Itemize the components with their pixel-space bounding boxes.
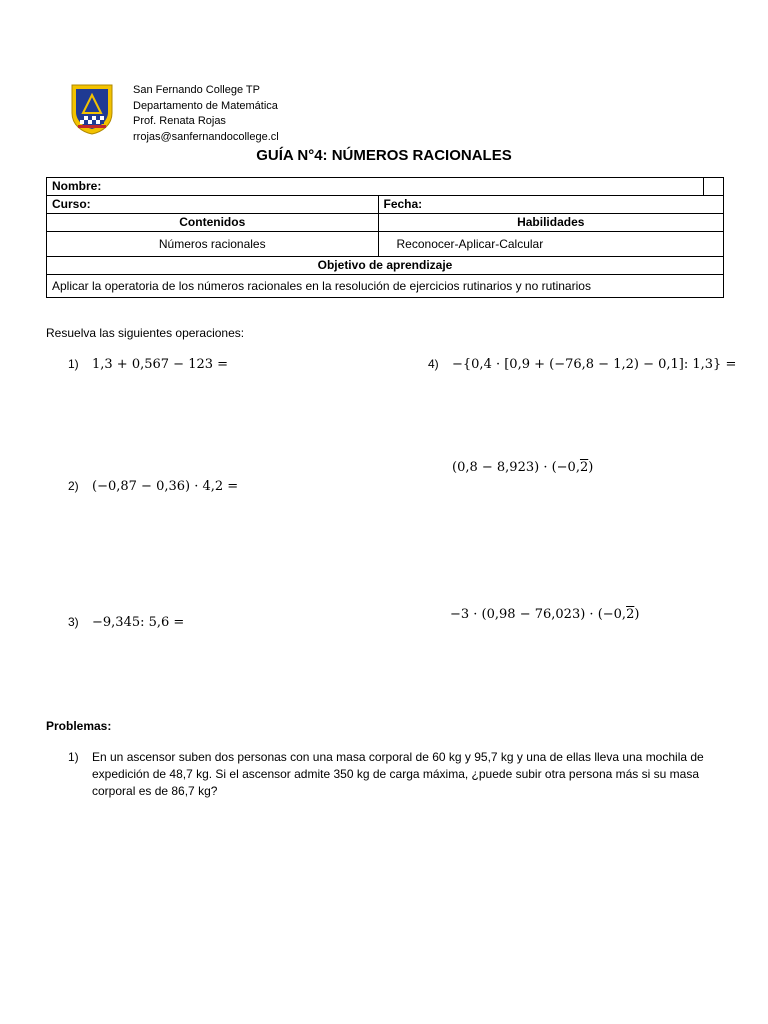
- problem-number: 1): [68, 750, 79, 764]
- exercise-expression: (−0,87 − 0,36) · 4,2 =: [92, 479, 239, 494]
- habilidades-value: Reconocer-Aplicar-Calcular: [378, 232, 724, 257]
- department-name: Departamento de Matemática: [133, 99, 278, 112]
- expr-part: (0,8 − 8,923) · (−0,: [452, 460, 580, 475]
- expr-part: ): [634, 607, 640, 622]
- exercise-1: [68, 357, 228, 372]
- nombre-extra-cell: [704, 178, 724, 196]
- repeating-digit: 2: [626, 607, 635, 622]
- teacher-name: Prof. Renata Rojas: [133, 115, 226, 127]
- expr-part: ): [588, 460, 594, 475]
- fecha-field[interactable]: [378, 196, 724, 214]
- school-header: [133, 83, 279, 145]
- objetivo-value: Aplicar la operatoria de los números racionales en la resolución de ejercicios rutinarios y no rutinarios: [47, 275, 724, 298]
- exercise-expression: 1,3 + 0,567 − 123 =: [92, 357, 229, 372]
- expr-part: −3 · (0,98 − 76,023) · (−0,: [450, 607, 627, 622]
- contenidos-header: Contenidos: [47, 214, 379, 232]
- exercise-2: [68, 479, 238, 494]
- extra-expression-1: [452, 460, 593, 475]
- instructions: Resuelva las siguientes operaciones:: [46, 326, 245, 340]
- exercise-number: 1): [68, 357, 79, 371]
- exercise-4: [428, 357, 736, 372]
- objetivo-header: Objetivo de aprendizaje: [47, 257, 724, 275]
- curso-field[interactable]: [47, 196, 379, 214]
- repeating-digit: 2: [579, 460, 589, 475]
- student-info-table: [46, 177, 724, 298]
- exercise-number: 4): [428, 357, 439, 371]
- exercise-expression: −{0,4 · [0,9 + (−76,8 − 1,2) − 0,1]: 1,3} =: [452, 357, 737, 372]
- problem-1: [68, 749, 728, 800]
- extra-expression-2: [450, 607, 639, 622]
- habilidades-header: Habilidades: [378, 214, 724, 232]
- exercise-number: 3): [68, 615, 79, 629]
- problems-heading: Problemas:: [46, 719, 112, 733]
- contenidos-value: Números racionales: [47, 232, 379, 257]
- nombre-field[interactable]: [47, 178, 704, 196]
- exercise-expression: −9,345: 5,6 =: [92, 615, 185, 630]
- school-name: San Fernando College TP: [133, 84, 260, 96]
- worksheet-title: GUÍA N°4: NÚMEROS RACIONALES: [256, 147, 512, 164]
- problem-text: En un ascensor suben dos personas con una masa corporal de 60 kg y 95,7 kg y una de ellas lleva una mochila de expedición de 48,7 kg. Si el ascensor admite 350 kg de carga máxima, ¿puede subir otra persona más si su masa corporal es de 86,7 kg?: [92, 750, 704, 798]
- school-logo: [70, 83, 114, 135]
- exercise-number: 2): [68, 479, 79, 493]
- nombre-label: Nombre:: [52, 179, 102, 193]
- teacher-email: rrojas@sanfernandocollege.cl: [133, 130, 279, 143]
- curso-label: Curso:: [52, 197, 91, 211]
- exercise-3: [68, 615, 184, 630]
- fecha-label: Fecha:: [383, 197, 423, 211]
